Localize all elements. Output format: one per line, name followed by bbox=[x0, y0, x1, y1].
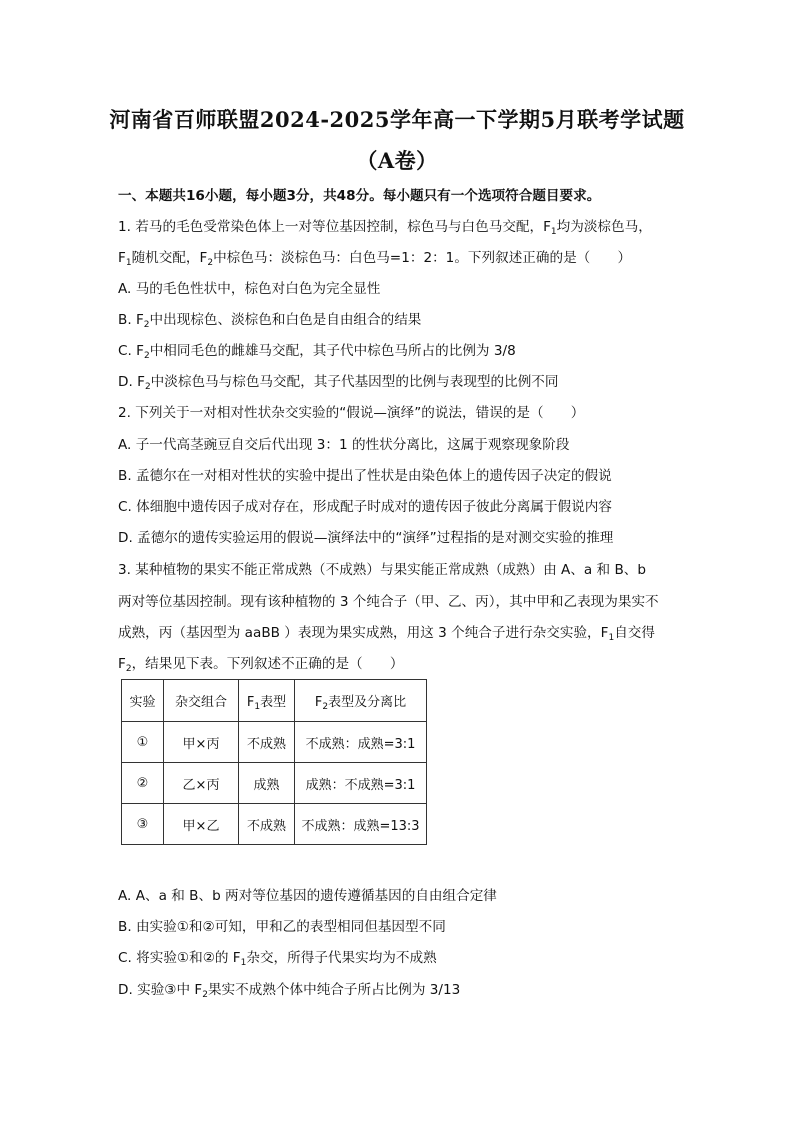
table-row bbox=[122, 804, 427, 845]
table-cell: 成熟 bbox=[239, 763, 295, 804]
q2-option-d: D. 孟德尔的遗传实验运用的假说—演绎法中的“演绎”过程指的是对测交实验的推理 bbox=[118, 530, 614, 546]
table-header-cell: 杂交组合 bbox=[164, 680, 239, 722]
table-cell: 乙×丙 bbox=[164, 763, 239, 804]
table-cell: 甲×丙 bbox=[164, 722, 239, 763]
exam-subtitle: （A卷） bbox=[356, 148, 438, 173]
q1-option-b: B. $F_2$中出现棕色、淡棕色和白色是自由组合的结果 bbox=[118, 312, 422, 330]
table-cell: ③ bbox=[122, 804, 164, 845]
table-row bbox=[122, 763, 427, 804]
q1-option-c: C. $F_2$中相同毛色的雌雄马交配，其子代中棕色马所占的比例为 3/8 bbox=[118, 343, 516, 361]
table-cell: 不成熟 bbox=[239, 722, 295, 763]
table-header-row bbox=[122, 680, 427, 722]
q1-stem-line1: 1. 若马的毛色受常染色体上一对等位基因控制，棕色马与白色马交配，$F_1$均为淡棕色马， bbox=[118, 219, 652, 237]
q3-option-a: A. A、a 和 B、b 两对等位基因的遗传遵循基因的自由组合定律 bbox=[118, 888, 497, 904]
q1-option-a: A. 马的毛色性状中，棕色对白色为完全显性 bbox=[118, 281, 381, 297]
q3-stem-line3: 成熟，丙（基因型为 aaBB ）表现为果实成熟，用这 3 个纯合子进行杂交实验，$F_1$自交得 bbox=[118, 625, 655, 643]
table-cell: 不成熟：成熟=3:1 bbox=[295, 722, 427, 763]
section-heading: 一、本题共16小题，每小题3分，共48分。每小题只有一个选项符合题目要求。 bbox=[118, 188, 601, 204]
q3-stem-line1: 3. 某种植物的果实不能正常成熟（不成熟）与果实能正常成熟（成熟）由 A、a 和 B、b bbox=[118, 562, 647, 578]
q2-option-b: B. 孟德尔在一对相对性状的实验中提出了性状是由染色体上的遗传因子决定的假说 bbox=[118, 468, 612, 484]
table-cell: ② bbox=[122, 763, 164, 804]
table-cell: 甲×乙 bbox=[164, 804, 239, 845]
table-cell: 不成熟：成熟=13:3 bbox=[295, 804, 427, 845]
q2-stem: 2. 下列关于一对相对性状杂交实验的“假说—演绎”的说法，错误的是（ ） bbox=[118, 405, 585, 421]
table-cell: ① bbox=[122, 722, 164, 763]
q1-option-d: D. $F_2$中淡棕色马与棕色马交配，其子代基因型的比例与表现型的比例不同 bbox=[118, 374, 559, 392]
table-cell: 不成熟 bbox=[239, 804, 295, 845]
exam-title: 河南省百师联盟2024-2025学年高一下学期5月联考学试题 bbox=[109, 107, 685, 132]
q1-stem-line2: $F_1$随机交配，$F_2$中棕色马：淡棕色马：白色马=1：2：1。下列叙述正确的是（ ） bbox=[118, 250, 632, 268]
table-header-cell: 实验 bbox=[122, 680, 164, 722]
table-cell: 成熟：不成熟=3:1 bbox=[295, 763, 427, 804]
table-header-cell: $F_1$表型 bbox=[239, 680, 295, 722]
q2-option-c: C. 体细胞中遗传因子成对存在，形成配子时成对的遗传因子彼此分离属于假说内容 bbox=[118, 499, 612, 515]
q3-stem-line2: 两对等位基因控制。现有该种植物的 3 个纯合子（甲、乙、丙），其中甲和乙表现为果实不 bbox=[118, 594, 659, 610]
table-header-cell: $F_2$表型及分离比 bbox=[295, 680, 427, 722]
q3-option-d: D. 实验③中 $F_2$果实不成熟个体中纯合子所占比例为 3/13 bbox=[118, 982, 461, 1000]
q3-option-b: B. 由实验①和②可知，甲和乙的表型相同但基因型不同 bbox=[118, 919, 446, 935]
table-row bbox=[122, 722, 427, 763]
q3-option-c: C. 将实验①和②的 $F_1$杂交，所得子代果实均为不成熟 bbox=[118, 950, 437, 968]
results-table bbox=[121, 679, 427, 845]
q2-option-a: A. 子一代高茎豌豆自交后代出现 3：1 的性状分离比，这属于观察现象阶段 bbox=[118, 437, 570, 453]
q3-stem-line4: $F_2$，结果见下表。下列叙述不正确的是（ ） bbox=[118, 656, 404, 674]
